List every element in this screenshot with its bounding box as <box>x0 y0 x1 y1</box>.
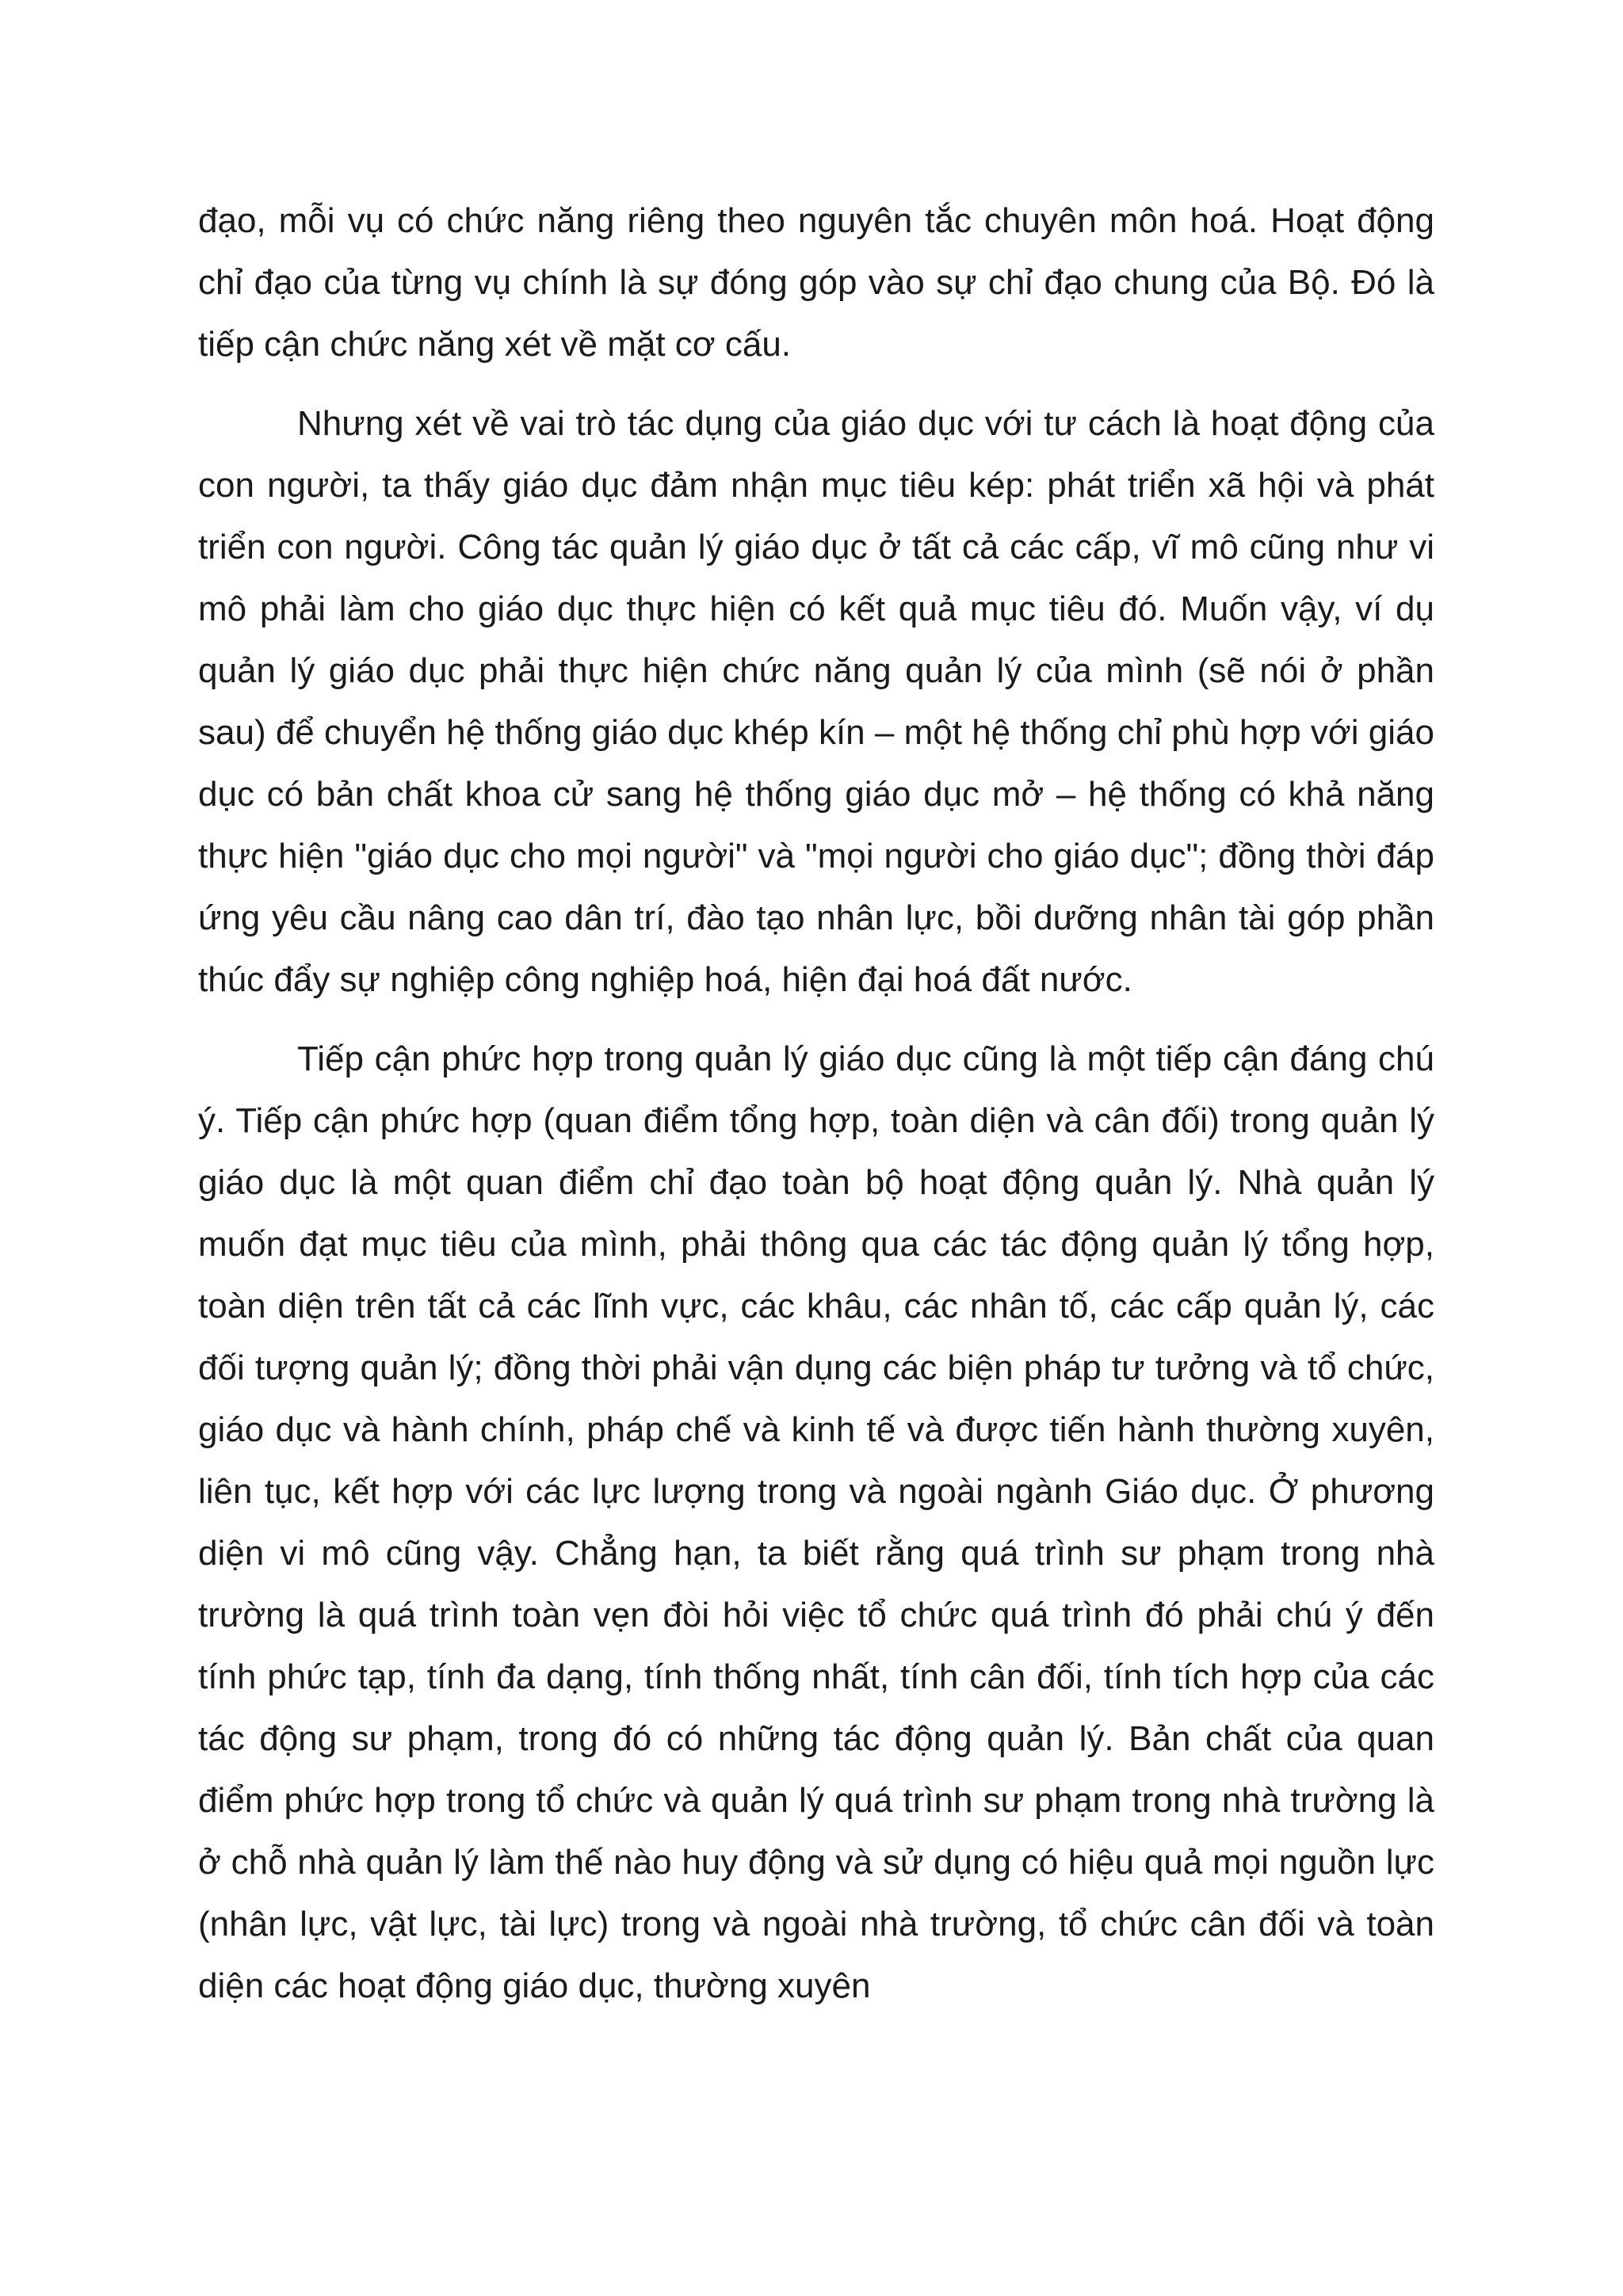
body-text <box>198 190 1434 2035</box>
paragraph-1: đạo, mỗi vụ có chức năng riêng theo nguyên tắc chuyên môn hoá. Hoạt động chỉ đạo của từng vụ chính là sự đóng góp vào sự chỉ đạo chung của Bộ. Đó là tiếp cận chức năng xét về mặt cơ cấu. <box>198 201 1434 364</box>
paragraph-2: Nhưng xét về vai trò tác dụng của giáo dục với tư cách là hoạt động của con người, ta thấy giáo dục đảm nhận mục tiêu kép: phát triển xã hội và phát triển con người. Công tác quản lý giáo dục ở tất cả các cấp, vĩ mô cũng như vi mô phải làm cho giáo dục thực hiện có kết quả mục tiêu đó. Muốn vậy, ví dụ quản lý giáo dục phải thực hiện chức năng quản lý của mình (sẽ nói ở phần sau) để chuyển hệ thống giáo dục khép kín – một hệ thống chỉ phù hợp với giáo dục có bản chất khoa cử sang hệ thống giáo dục mở – hệ thống có khả năng thực hiện "giáo dục cho mọi người" và "mọi người cho giáo dục"; đồng thời đáp ứng yêu cầu nâng cao dân trí, đào tạo nhân lực, bồi dưỡng nhân tài góp phần thúc đẩy sự nghiệp công nghiệp hoá, hiện đại hoá đất nước. <box>198 404 1434 999</box>
paragraph-3: Tiếp cận phức hợp trong quản lý giáo dục cũng là một tiếp cận đáng chú ý. Tiếp cận phức hợp (quan điểm tổng hợp, toàn diện và cân đối) trong quản lý giáo dục là một quan điểm chỉ đạo toàn bộ hoạt động quản lý. Nhà quản lý muốn đạt mục tiêu của mình, phải thông qua các tác động quản lý tổng hợp, toàn diện trên tất cả các lĩnh vực, các khâu, các nhân tố, các cấp quản lý, các đối tượng quản lý; đồng thời phải vận dụng các biện pháp tư tưởng và tổ chức, giáo dục và hành chính, pháp chế và kinh tế và được tiến hành thường xuyên, liên tục, kết hợp với các lực lượng trong và ngoài ngành Giáo dục. Ở phương diện vi mô cũng vậy. Chẳng hạn, ta biết rằng quá trình sư phạm trong nhà trường là quá trình toàn vẹn đòi hỏi việc tổ chức quá trình đó phải chú ý đến tính phức tạp, tính đa dạng, tính thống nhất, tính cân đối, tính tích hợp của các tác động sư phạm, trong đó có những tác động quản lý. Bản chất của quan điểm phức hợp trong tổ chức và quản lý quá trình sư phạm trong nhà trường là ở chỗ nhà quản lý làm thế nào huy động và sử dụng có hiệu quả mọi nguồn lực (nhân lực, vật lực, tài lực) trong và ngoài nhà trường, tổ chức cân đối và toàn diện các hoạt động giáo dục, thường xuyên <box>198 1039 1434 2005</box>
